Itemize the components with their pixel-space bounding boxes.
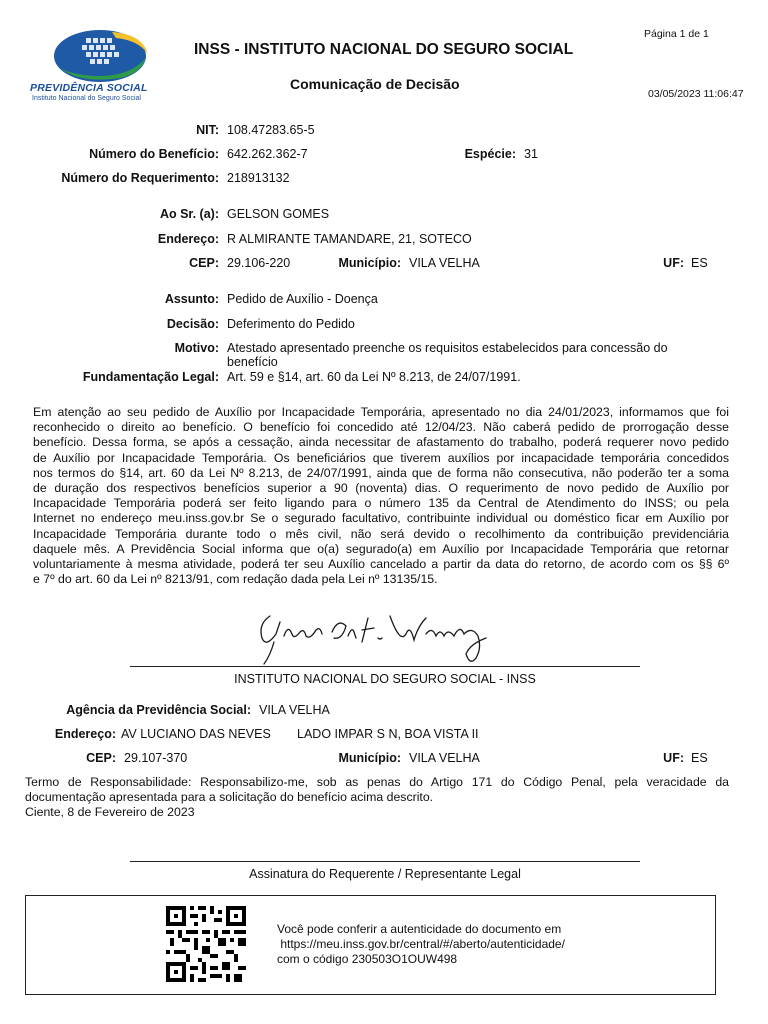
recipient-cep: 29.106-220 <box>227 256 291 270</box>
previdencia-logo-icon <box>50 28 150 84</box>
recipient-address: R ALMIRANTE TAMANDARE, 21, SOTECO <box>227 232 472 246</box>
agencia-label: Agência da Previdência Social: <box>66 703 251 717</box>
signature-caption: INSTITUTO NACIONAL DO SEGURO SOCIAL - INSS <box>234 672 536 686</box>
especie-value: 31 <box>524 147 538 161</box>
assunto-label: Assunto: <box>164 292 219 306</box>
body-line: Incapacidade Temporária poderá ser feito ligando para o número 135 da Central de Atendimento do INSS; ou pela <box>33 496 729 511</box>
decisao-value: Deferimento do Pedido <box>227 317 355 331</box>
term-line: Ciente, 8 de Fevereiro de 2023 <box>25 805 195 820</box>
body-line: benefício. Dessa forma, se após a cessação, ainda necessitar de afastamento do trabalho, poderá requerer novo pedido <box>33 435 729 450</box>
recipient-uf: ES <box>691 256 708 270</box>
agency-address-label: Endereço: <box>54 727 116 741</box>
motivo-value-line1: Atestado apresentado preenche os requisitos estabelecidos para concessão do <box>227 341 668 355</box>
beneficio-value: 642.262.362-7 <box>227 147 308 161</box>
authenticity-text <box>277 922 697 967</box>
signature-line <box>130 666 640 667</box>
term-line: documentação apresentada para a solicitação do benefício acima descrito. <box>25 790 434 805</box>
decisao-label: Decisão: <box>166 317 219 331</box>
agency-uf: ES <box>691 751 708 765</box>
term-line: Termo de Responsabilidade: Responsabilizo-me, sob as penas do Artigo 171 do Código Penal, pela veracidade da <box>25 775 729 789</box>
recipient-cep-label: CEP: <box>189 256 219 270</box>
recipient-name: GELSON GOMES <box>227 207 330 221</box>
nit-label: NIT: <box>196 123 219 137</box>
assunto-value: Pedido de Auxílio - Doença <box>227 292 378 306</box>
fundamentacao-label: Fundamentação Legal: <box>82 370 219 384</box>
body-line: de Auxílio por Incapacidade Temporária. Os beneficiários que tiverem auxílios por incapacidade temporária concedidos <box>33 450 729 465</box>
handwritten-signature-icon <box>250 604 500 668</box>
requerimento-label: Número do Requerimento: <box>61 171 219 185</box>
requerimento-value: 218913132 <box>227 171 290 185</box>
agency-cep: 29.107-370 <box>124 751 188 765</box>
body-line: voluntariamente à mesma atividade, poderá ter seu Auxílio cancelado a partir da data do retorno, de acordo com os §§ 6º <box>33 557 729 572</box>
motivo-value-line2: benefício <box>227 355 278 369</box>
recipient-uf-label: UF: <box>663 256 684 270</box>
recipient-name-label: Ao Sr. (a): <box>159 207 219 221</box>
authenticity-code: com o código 230503O1OUW498 <box>277 952 458 966</box>
authenticity-url[interactable]: https://meu.inss.gov.br/central/#/aberto/autenticidade/ <box>277 937 565 951</box>
logo <box>30 28 160 108</box>
nit-value: 108.47283.65-5 <box>227 123 315 137</box>
body-line: Incapacidade Temporária durante todo o mês civil, não será devido o recolhimento da contribuição previdenciária <box>33 526 729 541</box>
agency-address-part1: AV LUCIANO DAS NEVES <box>121 727 271 741</box>
issue-datetime: 03/05/2023 11:06:47 <box>648 88 744 100</box>
body-line: nos termos do §14, art. 60 da Lei Nº 8.213, de 24/07/1991, ainda que de forma não consecutiva, não poderão ter a soma <box>33 465 729 480</box>
beneficio-label: Número do Benefício: <box>89 147 219 161</box>
agency-municipio: VILA VELHA <box>409 751 480 765</box>
qr-code-icon <box>166 906 246 982</box>
body-line: Internet no endereço meu.inss.gov.br Se o segurado facultativo, contribuinte individual ou doméstico ficar em Auxílio por <box>33 511 729 526</box>
especie-label: Espécie: <box>464 147 516 161</box>
agency-cep-label: CEP: <box>86 751 116 765</box>
authenticity-line: Você pode conferir a autenticidade do documento em <box>277 922 562 936</box>
applicant-signature-caption: Assinatura do Requerente / Representante Legal <box>249 867 521 881</box>
document-subtitle: Comunicação de Decisão <box>290 76 460 92</box>
motivo-label: Motivo: <box>174 341 219 355</box>
agency-address-part2: LADO IMPAR S N, BOA VISTA II <box>297 727 479 741</box>
qr-code[interactable] <box>166 906 246 982</box>
page-number: Página 1 de 1 <box>644 28 709 40</box>
agency-municipio-label: Município: <box>338 751 401 765</box>
agencia-value: VILA VELHA <box>259 703 330 717</box>
body-line: daquele mês. A Previdência Social informa que o(a) segurado(a) em Auxílio por Incapacidade Temporária que retornar <box>33 541 729 556</box>
recipient-address-label: Endereço: <box>157 232 219 246</box>
term-of-responsibility <box>25 775 729 821</box>
logo-name: PREVIDÊNCIA SOCIAL <box>30 82 148 94</box>
official-signature <box>250 604 500 668</box>
agency-uf-label: UF: <box>663 751 684 765</box>
applicant-signature-line <box>130 861 640 862</box>
decision-body <box>33 405 729 587</box>
body-line: de duração dos respectivos benefícios superior a 90 (noventa) dias. O requerimento de novo pedido de Auxílio por <box>33 481 729 496</box>
page-title: INSS - INSTITUTO NACIONAL DO SEGURO SOCIAL <box>194 41 574 58</box>
fundamentacao-value: Art. 59 e §14, art. 60 da Lei Nº 8.213, de 24/07/1991. <box>227 370 521 384</box>
logo-subtitle: Instituto Nacional do Seguro Social <box>32 95 141 102</box>
body-line: Em atenção ao seu pedido de Auxílio por Incapacidade Temporária, apresentado no dia 24/01/2023, informamos que foi <box>33 405 729 419</box>
body-line: reconhecido o direito ao benefício. O benefício foi concedido até 12/04/23. Não caberá pedido de prorrogação desse <box>33 420 729 435</box>
body-line: e 7º do art. 60 da Lei nº 8213/91, com redação dada pela Lei nº 13135/15. <box>33 572 438 587</box>
recipient-municipio-label: Município: <box>338 256 401 270</box>
recipient-municipio: VILA VELHA <box>409 256 480 270</box>
